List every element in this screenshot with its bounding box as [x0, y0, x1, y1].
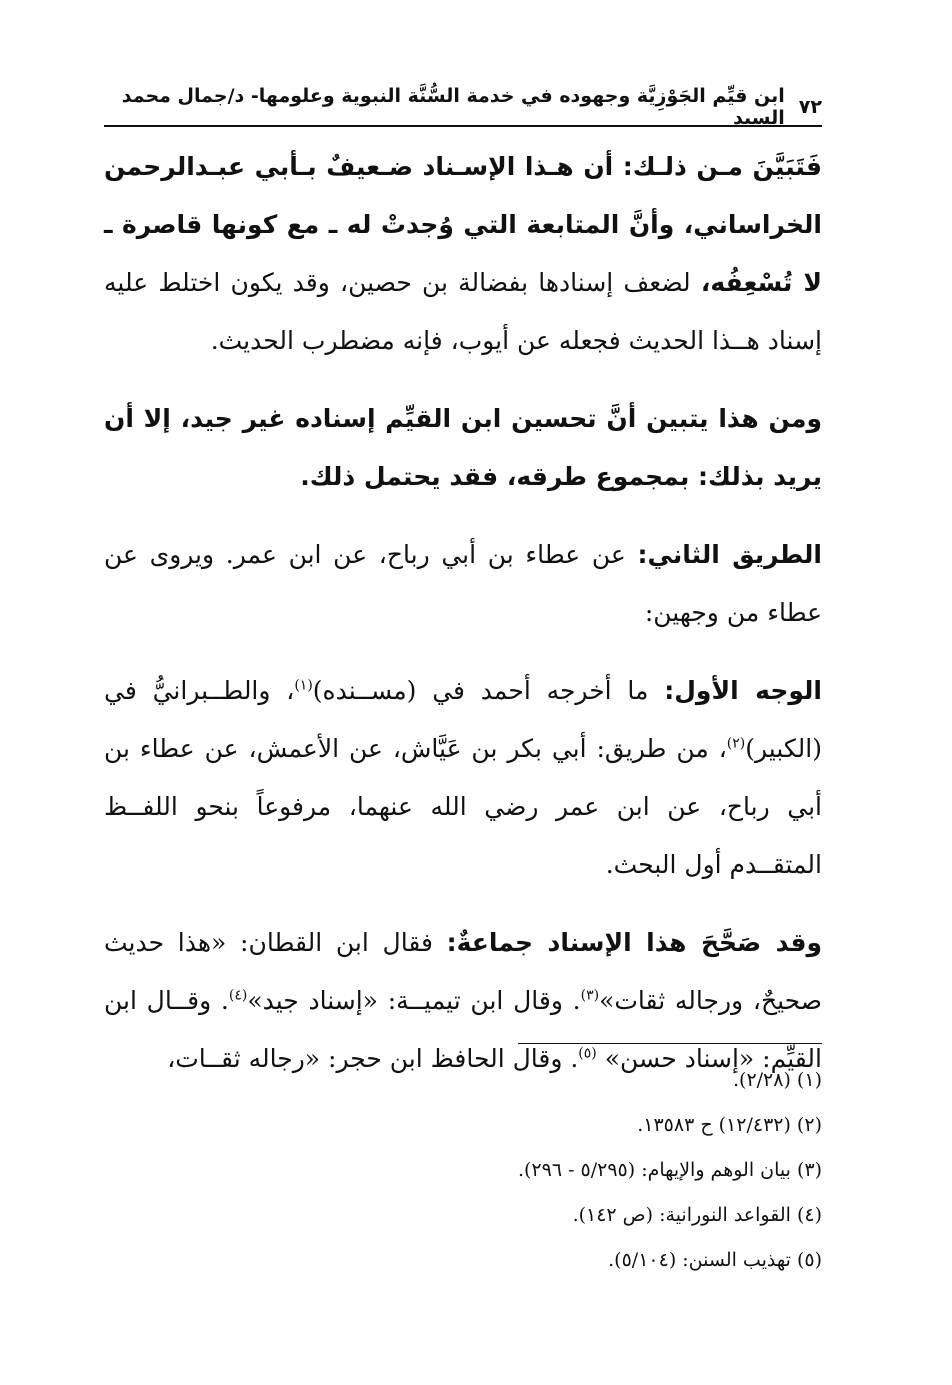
paragraph-4 [104, 662, 822, 894]
paragraph-5-text-b: . وقال ابن تيميــة: «إسناد جيد» [247, 986, 581, 1015]
main-text [104, 138, 822, 1088]
footnote-ref-4[interactable]: (٤) [228, 987, 248, 1004]
paragraph-4-strong: الوجه الأول: [664, 676, 822, 705]
running-title: ابن قيِّم الجَوْزِيَّة وجهوده في خدمة السُّنَّة النبوية وعلومها- د/جمال محمد السيد [121, 85, 785, 129]
paragraph-5-strong: وقد صَحَّحَ هذا الإسناد جماعةٌ: [446, 928, 823, 957]
paragraph-5-text-a: فقال ابن القطان: «هذا حديث صحيحٌ، ورجاله ثقات» [104, 928, 822, 1015]
footnote-divider [518, 1043, 822, 1044]
footnote-2: (٢) (١٢/٤٣٢) ح ١٣٥٨٣. [637, 1114, 822, 1136]
footnotes [104, 1058, 822, 1283]
paragraph-1-strong: فَتَبَيَّنَ مـن ذلـك: أن هـذا الإسـناد ضـعيفٌ بـأبي عبـدالرحمن الخراساني، وأنَّ المتابعة التي وُجدتْ له ـ مع كونها قاصرة ـ لا تُسْعِفُه، [104, 152, 822, 297]
paragraph-1-text: لضعف إسنادها بفضالة بن حصين، وقد يكون اختلط عليه إسناد هــذا الحديث فجعله عن أيوب، فإنه مضطرب الحديث. [104, 268, 822, 355]
footnote-ref-5[interactable]: (٥) [578, 1045, 597, 1062]
paragraph-4-text-c: ، من طريق: أبي بكر بن عَيَّاش، عن الأعمش، عن عطاء بن أبي رباح، عن ابن عمر رضي الله عنهما، مرفوعاً بنحو اللفــظ المتقــدم أول البحث. [104, 734, 822, 879]
footnote-ref-1[interactable]: (١) [294, 677, 313, 694]
paragraph-3-strong: الطريق الثاني: [637, 540, 822, 569]
footnote-ref-2[interactable]: (٢) [726, 735, 746, 752]
page-number: ٧٢ [798, 96, 822, 118]
paragraph-2-strong: ومن هذا يتبين أنَّ تحسين ابن القيِّم إسناده غير جيد، إلا أن يريد بذلك: بمجموع طرقه، فقد يحتمل ذلك. [104, 404, 822, 491]
footnote-5: (٥) تهذيب السنن: (٥/١٠٤). [608, 1249, 822, 1271]
paragraph-4-text-a: ما أخرجه أحمد في (مســنده) [312, 676, 665, 705]
footnote-3: (٣) بيان الوهم والإيهام: (٥/٢٩٥ - ٢٩٦). [517, 1159, 822, 1181]
paragraph-5-text-c: . وقــال ابن القيِّم: «إسناد حسن» [104, 986, 822, 1073]
page-header [104, 85, 822, 129]
paragraph-3 [104, 526, 822, 642]
paragraph-5-text-d: . وقال الحافظ ابن حجر: «رجاله ثقــات، [167, 1044, 579, 1073]
paragraph-4-text-b: ، والطــبرانيُّ في (الكبير) [104, 676, 822, 763]
footnote-4: (٤) القواعد النورانية: (ص ١٤٢). [572, 1204, 822, 1226]
paragraph-1 [104, 138, 822, 370]
header-divider [104, 125, 822, 127]
paragraph-3-text: عن عطاء بن أبي رباح، عن ابن عمر. ويروى عن عطاء من وجهين: [104, 540, 822, 627]
footnote-ref-3[interactable]: (٣) [580, 987, 600, 1004]
footnote-1: (١) (٢/٢٨). [733, 1069, 822, 1091]
paragraph-2 [104, 390, 822, 506]
